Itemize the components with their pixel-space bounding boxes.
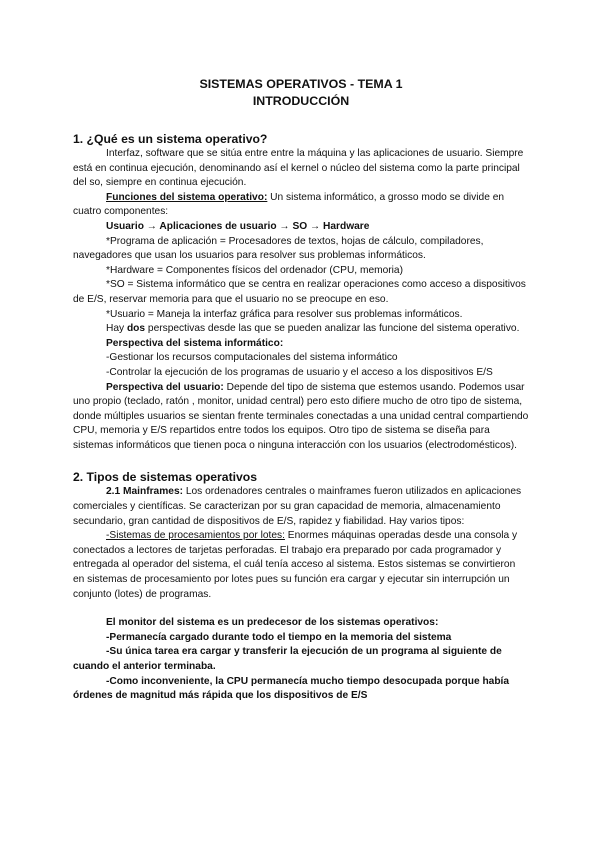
def-hardware: *Hardware = Componentes físicos del ordenador (CPU, memoria) <box>106 264 403 276</box>
mainframes-text: Los ordenadores centrales o mainframes fueron utilizados en aplicaciones comerciales y científicas. Se caracterizan por su gran capacidad de memoria, almacenamiento secundario, gran cantidad de dispositivos de E/S, rapidez y fiabilidad. Hay varios tipos: <box>73 486 522 527</box>
perspectivas-post: perspectivas desde las que se pueden analizar las funcione del sistema operativo. <box>145 323 520 335</box>
monitor-item-2: -Su única tarea era cargar y transferir la ejecución de un programa al siguiente de cuando el anterior terminaba. <box>73 646 502 672</box>
perspectivas-bold: dos <box>126 323 146 335</box>
section-1-intro: Interfaz, software que se sitúa entre entre la máquina y las aplicaciones de usuario. Siempre está en continua ejecución, denominando así el kernel o núcleo del sistema como la parte principal del so, siempre en continua ejecución. <box>73 148 524 189</box>
document-subtitle: INTRODUCCIÓN <box>252 94 350 108</box>
lotes-text: Enormes máquinas operadas desde una consola y conectados a lectores de tarjetas perforadas. El trabajo era preparado por cada programador y entregada al operador del sistema, el cuál tenía acceso al sistema. Estos sistemas se convirtieron en sistemas de procesamiento por lotes pues su función era cargar y ejecutar sin interrupción un conjunto (lotes) de programas. <box>73 530 518 600</box>
perspectivas-paragraph <box>73 322 529 337</box>
monitor-item-3: -Como inconveniente, la CPU permanecía mucho tiempo desocupada porque había órdenes de magnitud más rápida que los dispositivos de E/S <box>73 675 510 702</box>
monitor-item-1: -Permanecía cargado durante todo el tiempo en la memoria del sistema <box>106 631 452 643</box>
section-1-heading: 1. ¿Qué es un sistema operativo? <box>73 132 268 146</box>
persp-sistema-item-2: -Controlar la ejecución de los programas de usuario y el acceso a los dispositivos E/S <box>106 366 493 378</box>
funciones-text: Un sistema informático, a grosso modo se divide en cuatro componentes: <box>73 191 505 218</box>
def-programa: *Programa de aplicación = Procesadores de textos, hojas de cálculo, compiladores, navegadores que usan los usuarios para resolver sus problemas informáticos. <box>73 235 484 262</box>
persp-usuario-text: Depende del tipo de sistema que estemos usando. Podemos usar uno propio (teclado, ratón , monitor, unidad central) pero esto difiere mucho de otro tipo de sistema, donde múltiples usuarios se sientan frente terminales conectadas a una unidad central compartiendo CPU, memoria y E/S repartidos entre todos los equipos. Otro tipo de sistema se diseña para sistemas informáticos que tienen poca o ninguna interacción con los usuarios (electrodomésticos). <box>73 381 529 451</box>
paragraph-gap <box>73 602 529 616</box>
mainframes-label: 2.1 Mainframes: <box>106 486 184 498</box>
def-so: *SO = Sistema informático que se centra en realizar operaciones como acceso a dispositivos de E/S, reservar memoria para que el usuario no se preocupe en eso. <box>73 279 526 305</box>
perspectivas-pre: Hay <box>106 323 127 335</box>
document-page <box>73 76 529 704</box>
persp-usuario-label: Perspectiva del usuario: <box>106 381 224 393</box>
funciones-paragraph <box>73 191 529 220</box>
persp-usuario-paragraph <box>73 381 529 454</box>
componentes-line: Usuario → Aplicaciones de usuario → SO → Hardware <box>106 220 370 232</box>
monitor-heading: El monitor del sistema es un predecesor de los sistemas operativos: <box>106 617 439 629</box>
document-title: SISTEMAS OPERATIVOS - TEMA 1 <box>199 77 403 91</box>
funciones-label: Funciones del sistema operativo: <box>106 191 268 203</box>
lotes-paragraph <box>73 529 529 602</box>
lotes-label: -Sistemas de procesamientos por lotes: <box>106 530 285 542</box>
section-2-heading: 2. Tipos de sistemas operativos <box>73 470 258 485</box>
persp-sistema-item-1: -Gestionar los recursos computacionales del sistema informático <box>106 352 398 364</box>
def-usuario: *Usuario = Maneja la interfaz gráfica para resolver sus problemas informáticos. <box>106 308 463 320</box>
mainframes-paragraph <box>73 485 529 529</box>
persp-sistema-heading: Perspectiva del sistema informático: <box>106 337 284 349</box>
